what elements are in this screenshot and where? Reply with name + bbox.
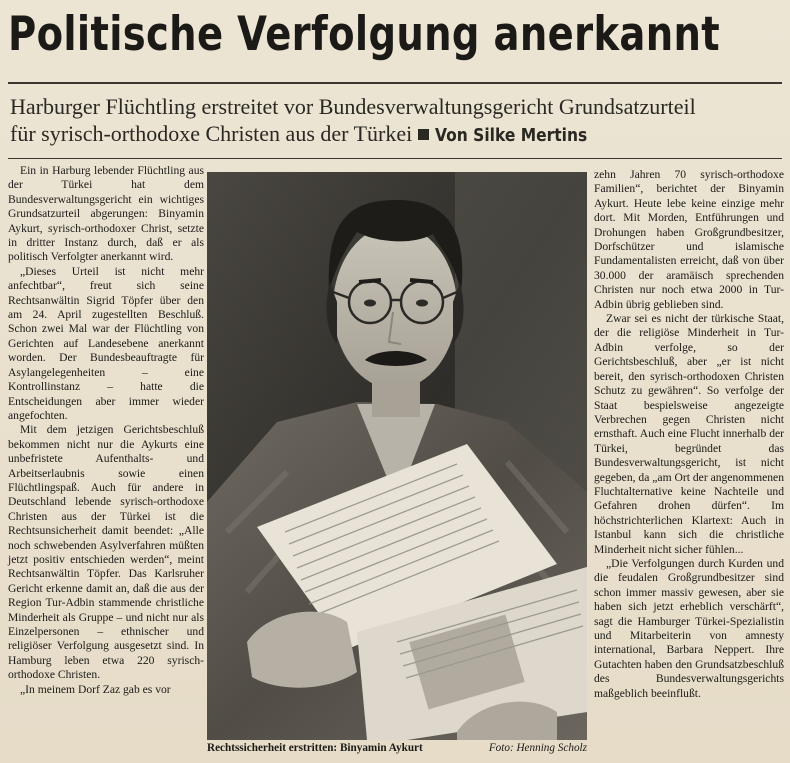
square-bullet-icon xyxy=(418,129,429,140)
subhead-line-1: Harburger Flüchtling erstreitet vor Bundesverwaltungsgericht Grundsatzurteil xyxy=(10,94,696,119)
subhead-rule xyxy=(8,158,782,159)
article-column-3 xyxy=(594,168,784,701)
headline: Politische Verfolgung anerkannt xyxy=(8,7,721,62)
paragraph: Ein in Harburg lebender Flüchtling aus der Türkei hat dem Bundesverwaltungsgericht ein wichtiges Grundsatzurteil abgerungen: Binyamin Aykurt, syrisch-orthodoxer Christ, setzte in dritter Instanz durch, daß er als politisch Verfolgter anerkannt wird. xyxy=(8,164,204,264)
subhead-line-2-text: für syrisch-orthodoxe Christen aus der Türkei xyxy=(10,121,413,146)
paragraph: „Dieses Urteil ist nicht mehr anfechtbar“, freut sich seine Rechtsanwältin Sigrid Töpfer über den am 24. April zugestellten Beschluß. Schon zwei Mal war der Flüchtling von Gerichten auf Landesebene anerkannt worden. Der Bundesbeauftragte für Asylangelegenheiten – eine Kontrollinstanz – hatte die Entscheidungen aber immer wieder angefochten. xyxy=(8,264,204,422)
paragraph: „In meinem Dorf Zaz gab es vor xyxy=(20,682,171,696)
portrait-photo xyxy=(207,172,587,740)
photo-credit: Foto: Henning Scholz xyxy=(488,742,587,754)
photo-caption xyxy=(207,741,587,755)
headline-rule xyxy=(8,82,782,84)
paragraph: zehn Jahren 70 syrisch-orthodoxe Familien“, berichtet der Binyamin Aykurt. Heute lebe keine einzige mehr dort. Mit Morden, Entführungen und Drohungen haben Großgrundbesitzer, Dorfschützer und islamische Fundamentalisten erreicht, daß von über 30.000 der aramäisch sprechenden Christen nur noch etwa 2000 in Tur-Adbin übrig geblieben sind. xyxy=(594,168,784,311)
caption-text: Rechtssicherheit erstritten: Binyamin Aykurt xyxy=(207,742,423,754)
subhead-line-2 xyxy=(10,120,780,149)
byline: Von Silke Mertins xyxy=(435,125,588,146)
photo-illustration xyxy=(207,172,587,740)
article-column-1 xyxy=(8,164,204,697)
paragraph: „Die Verfolgungen durch Kurden und die feudalen Großgrundbesitzer sind schon immer massiv gewesen, aber sie haben sich jetzt erheblich verschärft“, sagt die Hamburger Türkei-Spezialistin und Mitarbeiterin von amnesty international, Barbara Neppert. Ihre Gutachten haben den Grundsatzbeschluß des Bundesverwaltungsgerichts maßgeblich beeinflußt. xyxy=(594,556,784,700)
paragraph: Mit dem jetzigen Gerichtsbeschluß bekommen nicht nur die Aykurts eine unbefristete Aufenthalts- und Arbeitserlaubnis sowie einen Flüchtlingspaß. Auch für andere in Deutschland lebende syrisch-orthodoxe Christen aus der Türkei ist die Rechtsunsicherheit damit beendet: „Alle noch schwebenden Asylverfahren müßten jetzt positiv entschieden werden“, meint Rechtsanwältin Töpfer. Das Karlsruher Gericht erkenne damit an, daß die aus der Region Tur-Adbin stammende christliche Minderheit als Gruppe – und nicht nur als Einzelpersonen – ethnischer und religiöser Verfolgung ausgesetzt sind. In Hamburg leben etwa 220 syrisch-orthodoxe Christen. xyxy=(8,423,204,682)
paragraph: Zwar sei es nicht der türkische Staat, der die religiöse Minderheit in Tur-Adbin verfolge, so der Gerichtsbeschluß, aber „er ist nicht bereit, den syrisch-orthodoxen Christen Schutz zu gewähren“. So verfolge der Staat bespielsweise angezeigte Verbrechen gegen Christen nicht ernsthaft. Auch eine Flucht innerhalb der Türkei, begründet das Bundesverwaltungsgericht, ist nicht gegeben, da „am Ort der angenommenen Fluchtalternative keine Nachteile und Gefahren drohen dürfen“. Im höchstrichterlichen Klartext: Auch in Istanbul kann sich die christliche Minderheit nicht sicher fühlen... xyxy=(594,312,784,556)
subheadline xyxy=(10,93,780,149)
